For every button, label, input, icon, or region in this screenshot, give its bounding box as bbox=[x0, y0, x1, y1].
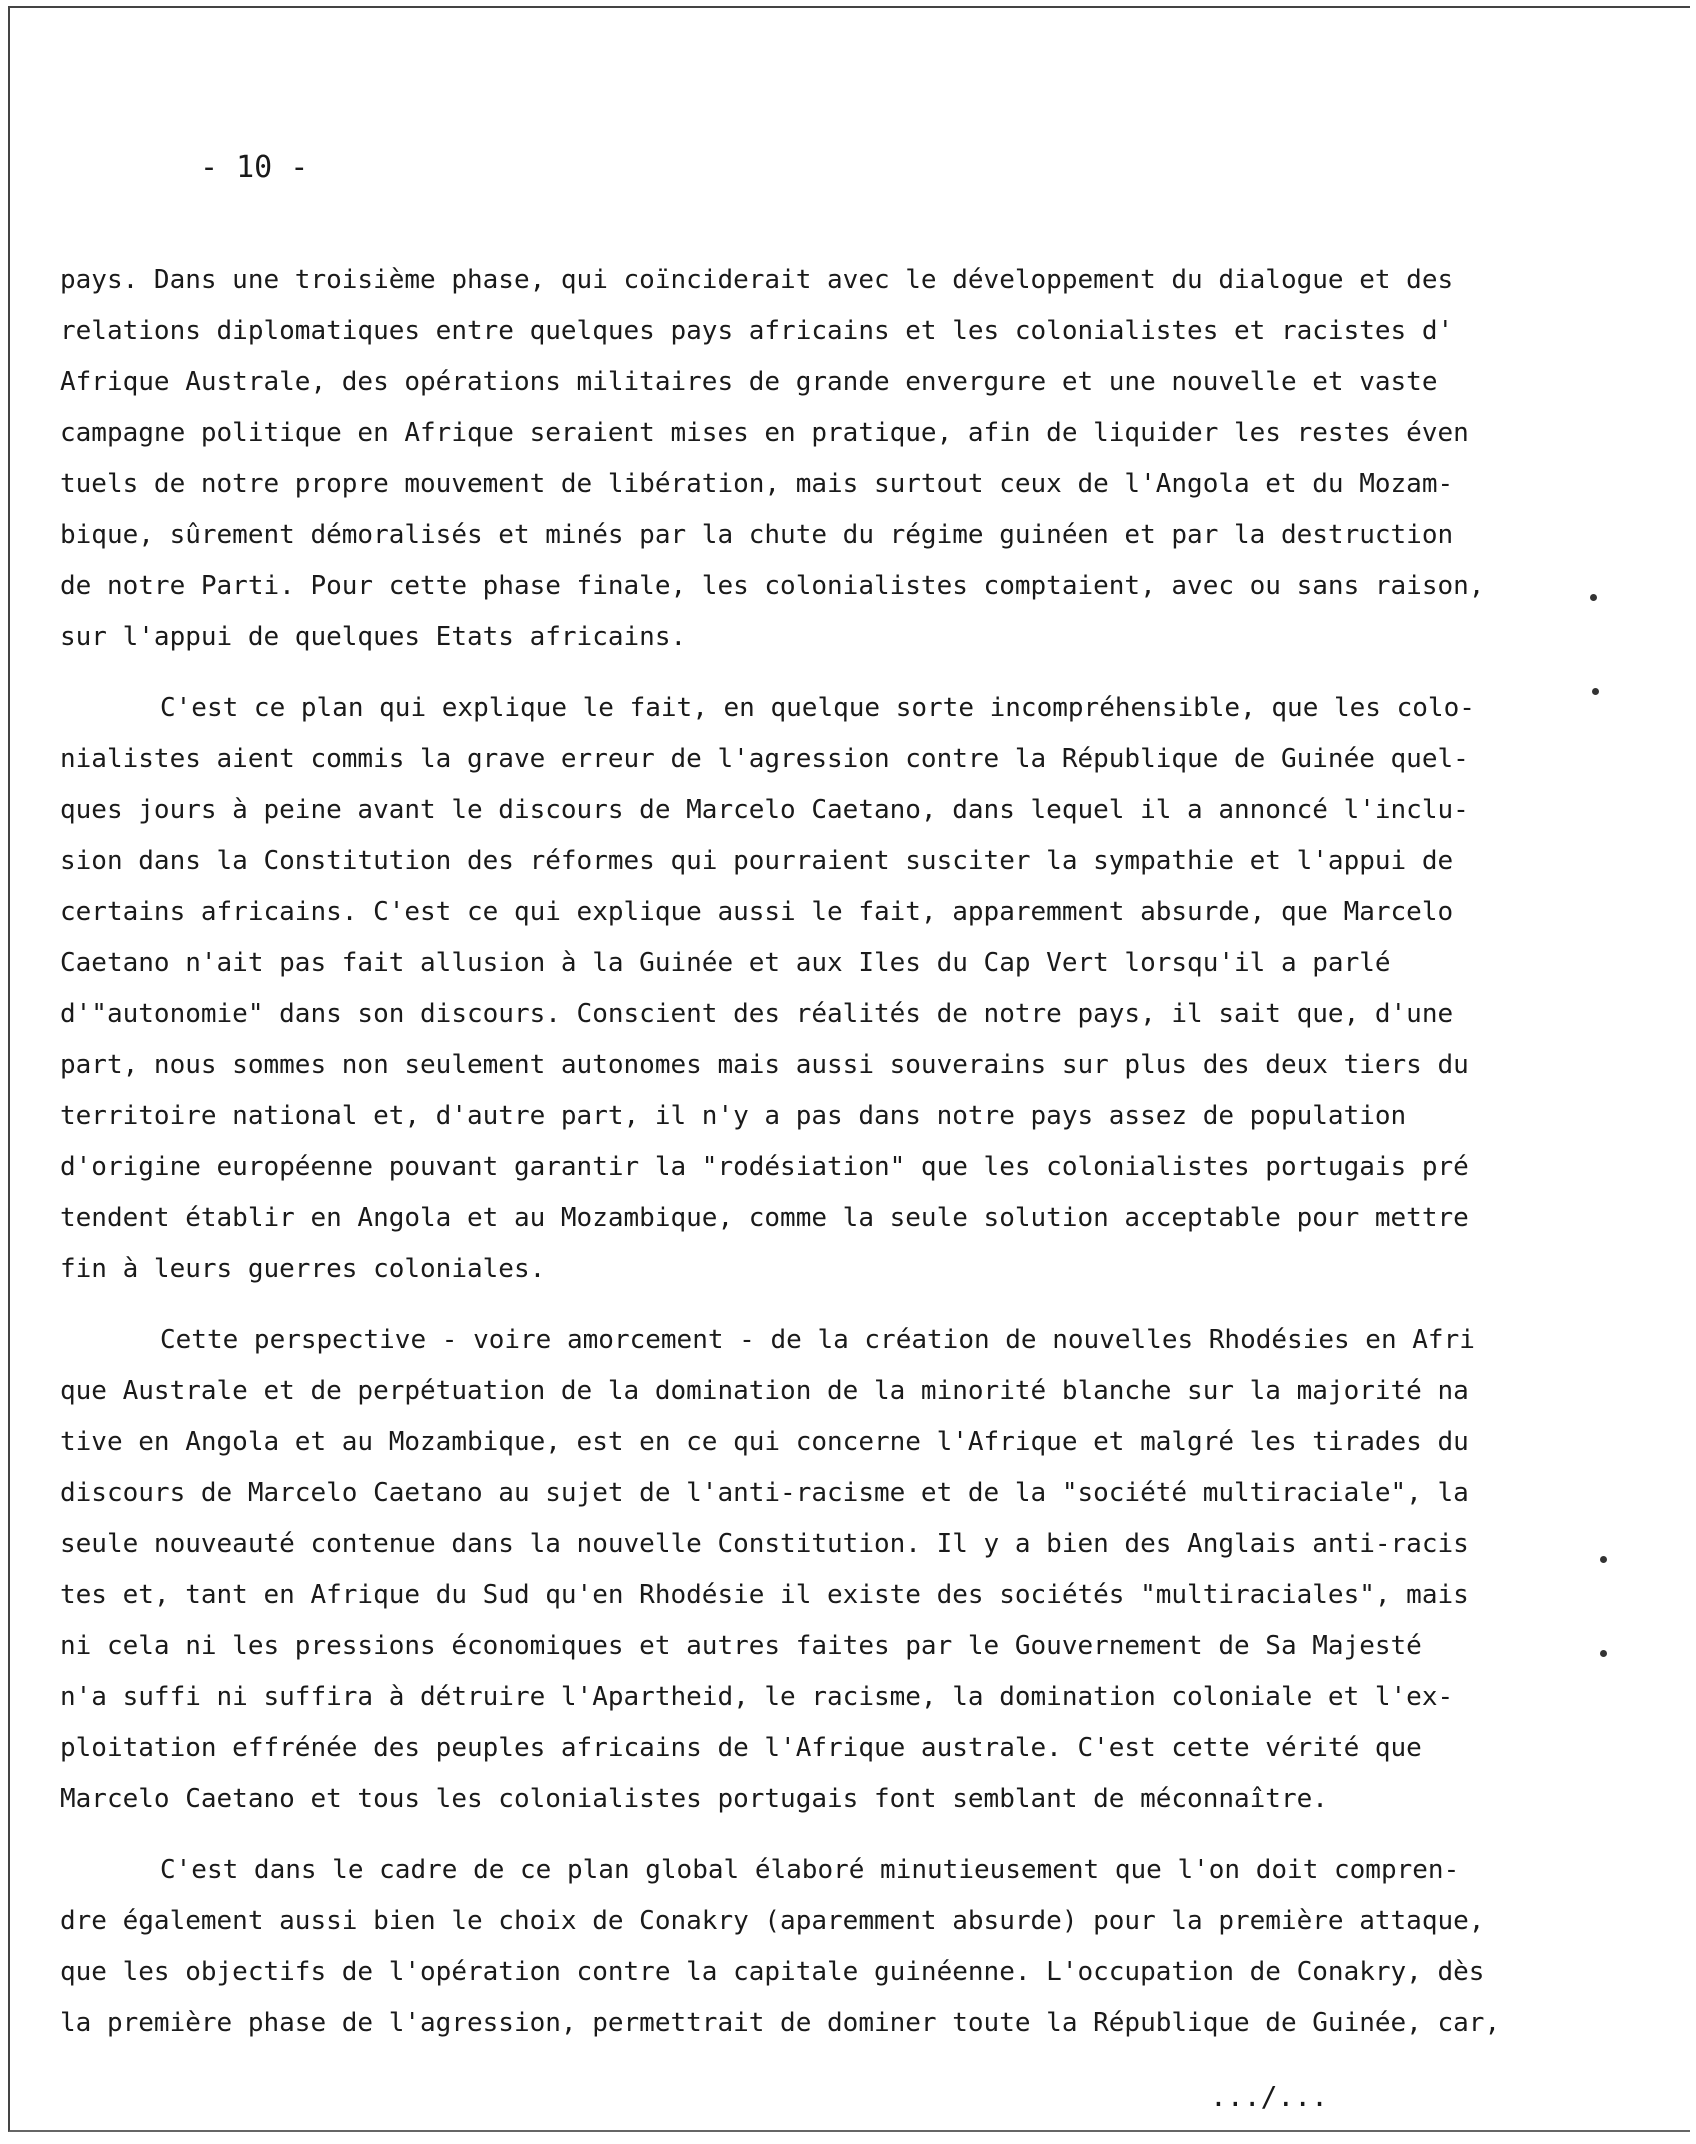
text-line: ploitation effrénée des peuples africains de l'Afrique australe. C'est cette vérité que bbox=[60, 1733, 1422, 1763]
paragraph-3 bbox=[60, 1315, 1500, 1825]
paragraph-2 bbox=[60, 683, 1500, 1295]
text-line: tendent établir en Angola et au Mozambique, comme la seule solution acceptable pour mettre bbox=[60, 1203, 1469, 1233]
text-line: d'"autonomie" dans son discours. Conscient des réalités de notre pays, il sait que, d'une bbox=[60, 999, 1454, 1029]
text-line: tuels de notre propre mouvement de libération, mais surtout ceux de l'Angola et du Mozam- bbox=[60, 469, 1454, 499]
text-line: C'est ce plan qui explique le fait, en quelque sorte incompréhensible, que les colo- bbox=[160, 693, 1475, 723]
text-line: certains africains. C'est ce qui explique aussi le fait, apparemment absurde, que Marcelo bbox=[60, 897, 1454, 927]
text-line: sion dans la Constitution des réformes qui pourraient susciter la sympathie et l'appui de bbox=[60, 846, 1454, 876]
document-body bbox=[60, 255, 1500, 2049]
text-line: que Australe et de perpétuation de la domination de la minorité blanche sur la majorité na bbox=[60, 1376, 1469, 1406]
text-line: ni cela ni les pressions économiques et autres faites par le Gouvernement de Sa Majesté bbox=[60, 1631, 1422, 1661]
text-line: Marcelo Caetano et tous les colonialistes portugais font semblant de méconnaître. bbox=[60, 1784, 1328, 1814]
text-line: relations diplomatiques entre quelques pays africains et les colonialistes et racistes d' bbox=[60, 316, 1454, 346]
text-line: part, nous sommes non seulement autonomes mais aussi souverains sur plus des deux tiers du bbox=[60, 1050, 1469, 1080]
text-line: d'origine européenne pouvant garantir la "rodésiation" que les colonialistes portugais pré bbox=[60, 1152, 1469, 1182]
scan-speck bbox=[1592, 688, 1599, 695]
scan-speck bbox=[1590, 594, 1597, 601]
paragraph-1 bbox=[60, 255, 1500, 663]
text-line: tes et, tant en Afrique du Sud qu'en Rhodésie il existe des sociétés "multiraciales", mais bbox=[60, 1580, 1469, 1610]
text-line: Caetano n'ait pas fait allusion à la Guinée et aux Iles du Cap Vert lorsqu'il a parlé bbox=[60, 948, 1391, 978]
text-line: seule nouveauté contenue dans la nouvelle Constitution. Il y a bien des Anglais anti-racis bbox=[60, 1529, 1469, 1559]
text-line: tive en Angola et au Mozambique, est en ce qui concerne l'Afrique et malgré les tirades du bbox=[60, 1427, 1469, 1457]
text-line: la première phase de l'agression, permettrait de dominer toute la République de Guinée, car, bbox=[60, 2008, 1501, 2038]
text-line: que les objectifs de l'opération contre la capitale guinéenne. L'occupation de Conakry, dès bbox=[60, 1957, 1485, 1987]
text-line: Afrique Australe, des opérations militaires de grande envergure et une nouvelle et vaste bbox=[60, 367, 1438, 397]
text-line: ques jours à peine avant le discours de Marcelo Caetano, dans lequel il a annoncé l'inclu- bbox=[60, 795, 1469, 825]
text-line: territoire national et, d'autre part, il n'y a pas dans notre pays assez de population bbox=[60, 1101, 1407, 1131]
scan-speck bbox=[1600, 1650, 1607, 1657]
page-number: - 10 - bbox=[200, 150, 309, 185]
text-line: bique, sûrement démoralisés et minés par la chute du régime guinéen et par la destruction bbox=[60, 520, 1454, 550]
text-line: pays. Dans une troisième phase, qui coïnciderait avec le développement du dialogue et des bbox=[60, 265, 1454, 295]
text-line: fin à leurs guerres coloniales. bbox=[60, 1254, 546, 1284]
text-line: sur l'appui de quelques Etats africains. bbox=[60, 622, 687, 652]
text-line: discours de Marcelo Caetano au sujet de l'anti-racisme et de la "société multiraciale", la bbox=[60, 1478, 1469, 1508]
paragraph-4 bbox=[60, 1845, 1500, 2049]
text-line: dre également aussi bien le choix de Conakry (aparemment absurde) pour la première attaque, bbox=[60, 1906, 1485, 1936]
continuation-mark: .../... bbox=[1210, 2080, 1329, 2113]
text-line: n'a suffi ni suffira à détruire l'Apartheid, le racisme, la domination coloniale et l'ex- bbox=[60, 1682, 1454, 1712]
text-line: Cette perspective - voire amorcement - de la création de nouvelles Rhodésies en Afri bbox=[160, 1325, 1475, 1355]
text-line: de notre Parti. Pour cette phase finale, les colonialistes comptaient, avec ou sans raison, bbox=[60, 571, 1485, 601]
text-line: nialistes aient commis la grave erreur de l'agression contre la République de Guinée quel- bbox=[60, 744, 1469, 774]
text-line: campagne politique en Afrique seraient mises en pratique, afin de liquider les restes éven bbox=[60, 418, 1469, 448]
scan-speck bbox=[1600, 1556, 1607, 1563]
text-line: C'est dans le cadre de ce plan global élaboré minutieusement que l'on doit compren- bbox=[160, 1855, 1460, 1885]
